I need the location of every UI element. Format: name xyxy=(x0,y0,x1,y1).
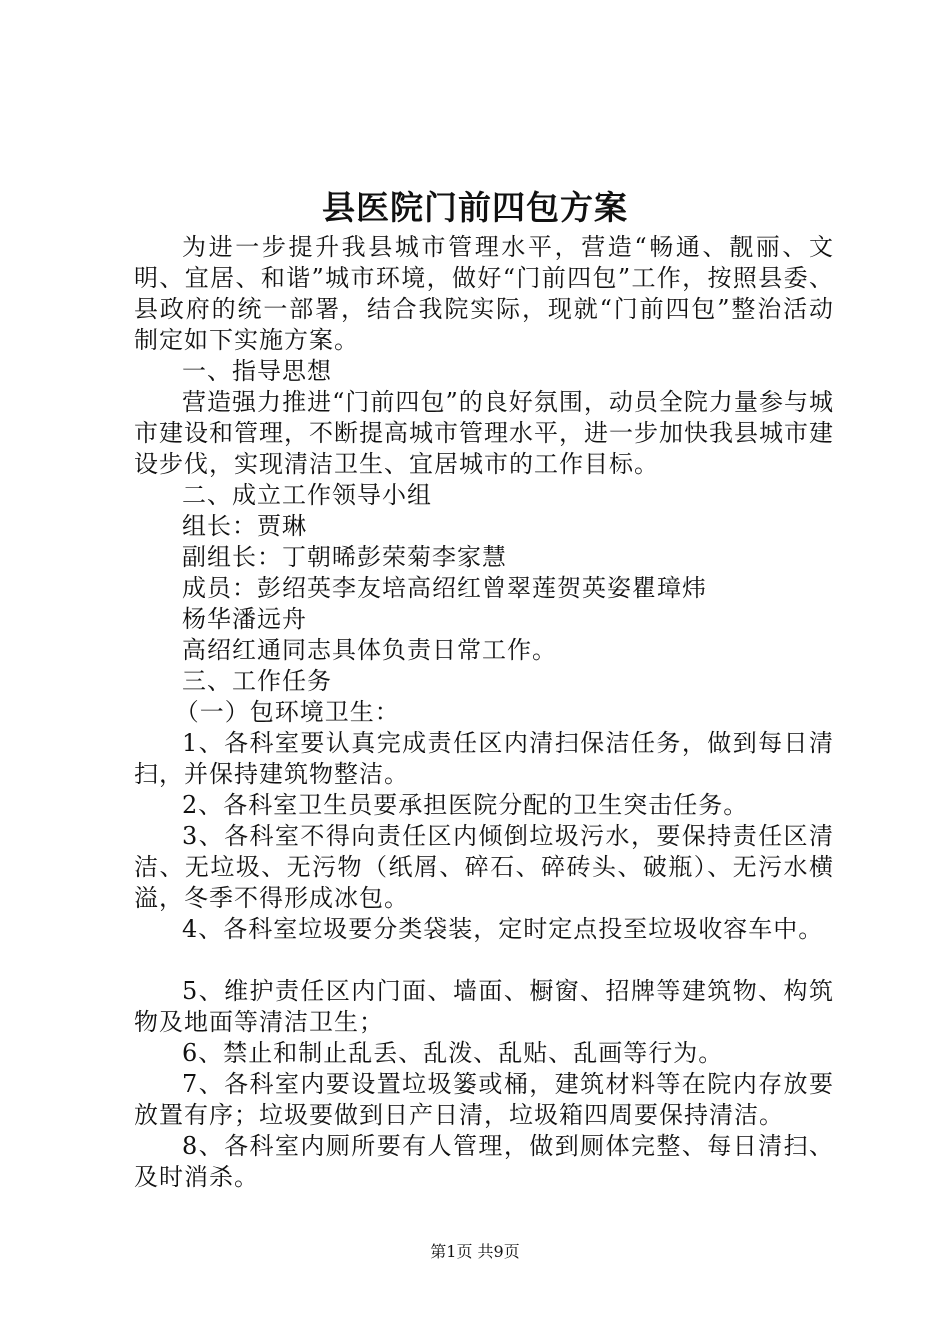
members-line-continued: 杨华潘远舟 xyxy=(182,605,307,633)
task-item-4: 4、各科室垃圾要分类袋装，定时定点投至垃圾收容车中。 xyxy=(182,915,824,943)
task-item-6: 6、禁止和制止乱丢、乱泼、乱贴、乱画等行为。 xyxy=(182,1039,724,1067)
task-item-1: 1、各科室要认真完成责任区内清扫保洁任务，做到每日清扫，并保持建筑物整洁。 xyxy=(134,729,834,788)
group-leader-line: 组长：贾琳 xyxy=(182,512,307,540)
task-item-2: 2、各科室卫生员要承担医院分配的卫生突击任务。 xyxy=(182,791,749,819)
members-line: 成员：彭绍英李友培高绍红曾翠莲贺英姿瞿璋炜 xyxy=(182,574,707,602)
intro-paragraph: 为进一步提升我县城市管理水平，营造“畅通、靓丽、文明、宜居、和谐”城市环境，做好“门前四包”工作，按照县委、县政府的统一部署，结合我院实际，现就“门前四包”整治活动制定如下实施方案。 xyxy=(134,233,834,354)
task-item-5: 5、维护责任区内门面、墙面、橱窗、招牌等建筑物、构筑物及地面等清洁卫生； xyxy=(134,977,834,1036)
blank-line xyxy=(134,945,834,976)
document-title: 县医院门前四包方案 xyxy=(322,188,628,227)
section-heading-leadership-group: 二、成立工作领导小组 xyxy=(182,481,432,509)
daily-work-responsible-line: 高绍红通同志具体负责日常工作。 xyxy=(182,636,557,664)
document-body xyxy=(134,232,834,1193)
task-item-7: 7、各科室内要设置垃圾篓或桶，建筑材料等在院内存放要放置有序；垃圾要做到日产日清，垃圾箱四周要保持清洁。 xyxy=(134,1070,834,1129)
task-item-3: 3、各科室不得向责任区内倾倒垃圾污水，要保持责任区清洁、无垃圾、无污物（纸屑、碎石、碎砖头、破瓶）、无污水横溢，冬季不得形成冰包。 xyxy=(134,822,834,912)
subsection-heading-environment: （一）包环境卫生： xyxy=(174,698,400,726)
page-footer: 第1页 共9页 xyxy=(430,1242,520,1261)
section-heading-work-tasks: 三、工作任务 xyxy=(182,667,332,695)
section-heading-guiding-thought: 一、指导思想 xyxy=(182,357,332,385)
task-item-8: 8、各科室内厕所要有人管理，做到厕体完整、每日清扫、及时消杀。 xyxy=(134,1132,834,1191)
deputy-leader-line: 副组长：丁朝晞彭荣菊李家慧 xyxy=(182,543,507,571)
guiding-thought-paragraph: 营造强力推进“门前四包”的良好氛围，动员全院力量参与城市建设和管理，不断提高城市管理水平，进一步加快我县城市建设步伐，实现清洁卫生、宜居城市的工作目标。 xyxy=(134,388,834,478)
